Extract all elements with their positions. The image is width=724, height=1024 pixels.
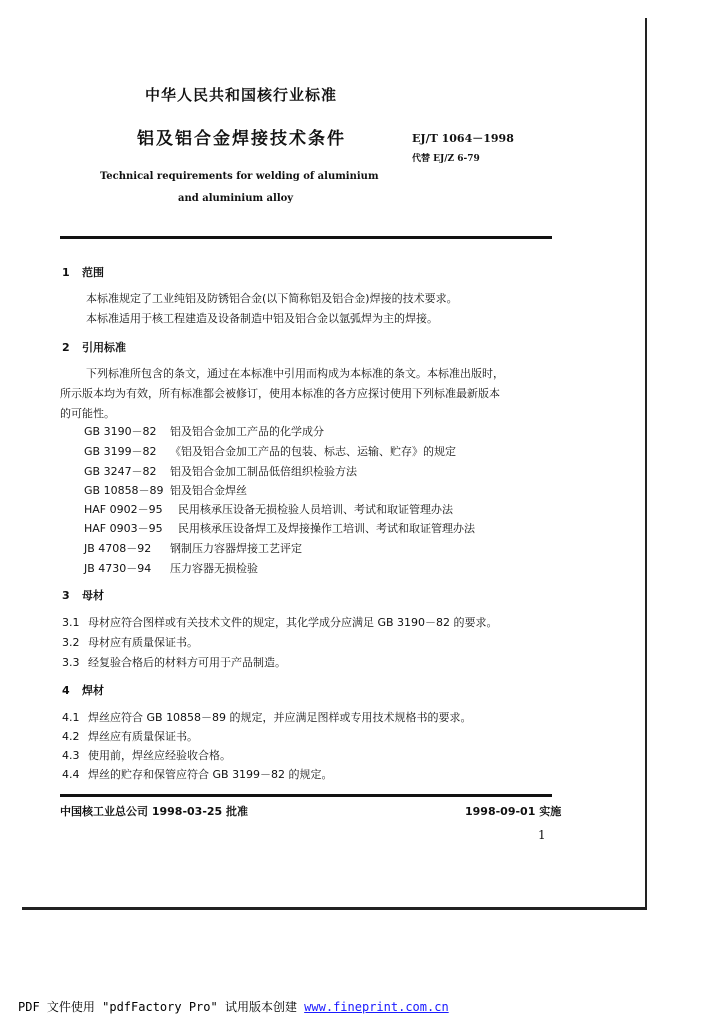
reference-item: JB 4730－94 压力容器无损检验: [84, 562, 258, 575]
effective-date: 1998-09-01 实施: [465, 805, 562, 818]
section-2-intro-line2: 所示版本均为有效，所有标准都会被修订，使用本标准的各方应探讨使用下列标准最新版本: [60, 387, 500, 400]
section-1-paragraph-1: 本标准规定了工业纯铝及防锈铝合金(以下简称铝及铝合金)焊接的技术要求。: [86, 292, 458, 305]
section-4-heading: [62, 682, 104, 698]
reference-item: HAF 0903－95 民用核承压设备焊工及焊接操作工培训、考试和取证管理办法: [84, 522, 475, 535]
section-number: 1: [62, 266, 70, 279]
page-border-bottom: [22, 907, 647, 910]
section-title: 引用标准: [82, 341, 126, 354]
section-number: 3: [62, 589, 70, 602]
section-2-intro-line3: 的可能性。: [60, 407, 115, 420]
section-1-paragraph-2: 本标准适用于核工程建造及设备制造中铝及铝合金以氩弧焊为主的焊接。: [86, 312, 438, 325]
fineprint-link[interactable]: www.fineprint.com.cn: [304, 1000, 449, 1014]
clause-item: 4.2 焊丝应有质量保证书。: [62, 730, 198, 743]
english-title-line2: and aluminium alloy: [178, 193, 294, 204]
reference-item: HAF 0902－95 民用核承压设备无损检验人员培训、考试和取证管理办法: [84, 503, 453, 516]
clause-item: 4.1 焊丝应符合 GB 10858－89 的规定，并应满足图样或专用技术规格书的要求。: [62, 711, 472, 724]
reference-item: JB 4708－92 钢制压力容器焊接工艺评定: [84, 542, 302, 555]
clause-item: 3.3 经复验合格后的材料方可用于产品制造。: [62, 656, 286, 669]
section-2-intro-line1: 下列标准所包含的条文，通过在本标准中引用而构成为本标准的条文。本标准出版时，: [86, 367, 504, 380]
clause-item: 3.1 母材应符合图样或有关技术文件的规定，其化学成分应满足 GB 3190－82 的要求。: [62, 616, 498, 629]
reference-item: GB 3190－82 铝及铝合金加工产品的化学成分: [84, 425, 324, 438]
replaces-standard: 代替 EJ/Z 6-79: [412, 154, 480, 164]
header-rule: [60, 236, 552, 239]
section-1-heading: [62, 264, 104, 280]
section-3-heading: [62, 587, 104, 603]
section-number: 4: [62, 684, 70, 697]
pdf-footer: [18, 998, 449, 1015]
approval-line: 中国核工业总公司 1998-03-25 批准: [60, 805, 249, 818]
clause-item: 4.4 焊丝的贮存和保管应符合 GB 3199－82 的规定。: [62, 768, 333, 781]
page-number: 1: [538, 828, 546, 842]
standard-number: EJ/T 1064－1998: [412, 132, 514, 145]
reference-item: GB 3199－82 《铝及铝合金加工产品的包装、标志、运输、贮存》的规定: [84, 445, 456, 458]
section-title: 母材: [82, 589, 104, 602]
reference-item: GB 3247－82 铝及铝合金加工制品低倍组织检验方法: [84, 465, 357, 478]
section-number: 2: [62, 341, 70, 354]
english-title-line1: Technical requirements for welding of aluminium: [100, 171, 379, 182]
pdf-footer-text: PDF 文件使用 "pdfFactory Pro" 试用版本创建: [18, 1000, 305, 1014]
clause-item: 3.2 母材应有质量保证书。: [62, 636, 198, 649]
organization-heading: 中华人民共和国核行业标准: [145, 86, 338, 104]
section-title: 范围: [82, 266, 104, 279]
clause-item: 4.3 使用前，焊丝应经验收合格。: [62, 749, 231, 762]
page-border-right: [645, 18, 647, 910]
reference-item: GB 10858－89 铝及铝合金焊丝: [84, 484, 247, 497]
section-2-heading: [62, 339, 126, 355]
section-title: 焊材: [82, 684, 104, 697]
document-title: 铝及铝合金焊接技术条件: [137, 129, 346, 149]
footer-rule: [60, 794, 552, 797]
